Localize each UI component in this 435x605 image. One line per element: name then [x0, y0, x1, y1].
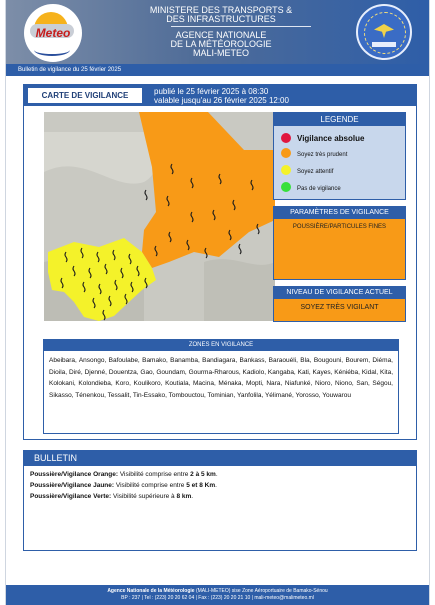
bulletin-label-yellow: Poussière/Vigilance Jaune:: [30, 482, 115, 489]
vigilance-card: [23, 84, 417, 440]
footer-line-1: [6, 588, 429, 594]
bulletin-line-yellow: [30, 482, 217, 489]
bulletin-card: [23, 450, 417, 551]
validity-info: [154, 87, 289, 105]
agency-title: [126, 31, 316, 58]
parameters-panel: [273, 206, 406, 280]
footer-line-2: BP : 237 | Tel : (223) 20 20 62 04 | Fax : (223) 20 20 21 10 | mali-meteo@malimeteo.ml: [121, 595, 314, 601]
vigilance-map: [44, 112, 275, 321]
footer: [6, 585, 429, 605]
zones-panel: [43, 339, 399, 434]
logo-text: Meteo: [35, 26, 71, 40]
footer-address: (MALI-METEO) sise Zone Aéroportuaire de Bamako-Sénou: [194, 588, 328, 594]
bulletin-text-yellow: Visibilité comprise entre: [114, 482, 187, 489]
bulletin-line-orange: [30, 471, 218, 478]
orange-dot-icon: [281, 148, 291, 158]
swoosh-icon: [34, 44, 70, 56]
level-value: SOYEZ TRÈS VIGILANT: [300, 304, 379, 311]
agency-line-1: AGENCE NATIONALE: [175, 30, 267, 40]
bulletin-end-yellow: .: [215, 482, 217, 489]
legend-item-red: [281, 133, 364, 145]
bulletin-value-green: 8 km: [176, 493, 192, 500]
mali-meteo-logo: [24, 4, 82, 62]
published-text: publié le 25 février 2025 à 08:30: [154, 87, 269, 96]
legend-label-red: Vigilance absolue: [297, 134, 365, 143]
parameters-title: PARAMÈTRES DE VIGILANCE: [274, 207, 405, 219]
bulletin-text-orange: Visibilité comprise entre: [118, 471, 191, 478]
ministry-line-1: MINISTERE DES TRANSPORTS &: [149, 5, 293, 15]
seal-base: [372, 42, 396, 47]
agency-line-2: DE LA MÉTÉOROLOGIE: [170, 39, 272, 49]
vigilance-card-header: [24, 85, 416, 106]
red-dot-icon: [281, 133, 291, 143]
level-title: NIVEAU DE VIGILANCE ACTUEL: [274, 287, 405, 299]
valid-until-text: valable jusqu'au 26 février 2025 12:00: [154, 96, 289, 105]
bulletin-label-orange: Poussière/Vigilance Orange:: [30, 471, 119, 478]
legend-title: LEGENDE: [274, 113, 405, 126]
level-panel: [273, 286, 406, 322]
yellow-dot-icon: [281, 165, 291, 175]
carte-label: CARTE DE VIGILANCE: [28, 88, 142, 103]
bulletin-value-yellow: 5 et 8 Km: [186, 482, 216, 489]
legend-item-green: [281, 183, 341, 195]
green-dot-icon: [281, 182, 291, 192]
ministry-line-2: DES INFRASTRUCTURES: [166, 14, 276, 24]
legend-item-yellow: [281, 166, 333, 178]
bulletin-title: BULLETIN: [24, 451, 416, 466]
bulletin-date-strip: Bulletin de vigilance du 25 février 2025: [6, 64, 429, 76]
bulletin-label-green: Poussière/Vigilance Verte:: [30, 493, 112, 500]
republic-seal: [356, 4, 412, 60]
ministry-title: [126, 6, 316, 24]
legend-panel: [273, 112, 406, 200]
mali-map-svg: [44, 112, 275, 321]
agency-line-3: MALI-METEO: [192, 48, 249, 58]
bulletin-page: [5, 0, 430, 605]
legend-label-green: Pas de vigilance: [297, 186, 341, 192]
parameters-value: POUSSIÈRE/PARTICULES FINES: [292, 224, 387, 230]
bulletin-value-orange: 2 à 5 km: [190, 471, 216, 478]
bulletin-end-green: .: [191, 493, 194, 500]
bulletin-line-green: [30, 493, 193, 500]
header: [6, 0, 429, 64]
zones-list: Abeibara, Ansongo, Bafoulabe, Bamako, Banamba, Bandiagara, Bankass, Baraouéli, Bla, Bougouni, Bourem, Diéma, Dioila, Diré, Djenné, Douentza, Gao, Goundam, Gourma-Rharous, Kadiolo, Kangaba, Kati, Kayes, Kéniéba, Kidal, Kita, Kolokani, Kolondieba, Koro, Koulikoro, Koutiala, Macina, Ménaka, Mopti, Nara, Niafunké, Nioro, Niono, San, Ségou, Sikasso, Ténenkou, Tessalit, Tin-Essako, Tombouctou, Tominian, Yanfolila, Yélimané, Yorosso, Youwarou: [49, 357, 393, 399]
bulletin-end-orange: .: [215, 471, 218, 478]
bulletin-text-green: Visibilité supérieure à: [111, 493, 177, 500]
zones-title: ZONES EN VIGILANCE: [44, 340, 398, 351]
legend-label-yellow: Soyez attentif: [297, 169, 334, 175]
header-divider: [171, 26, 311, 27]
footer-agency-name: Agence Nationale de la Météorologie: [107, 588, 195, 594]
legend-label-orange: Soyez très prudent: [297, 152, 348, 158]
legend-item-orange: [281, 149, 347, 161]
